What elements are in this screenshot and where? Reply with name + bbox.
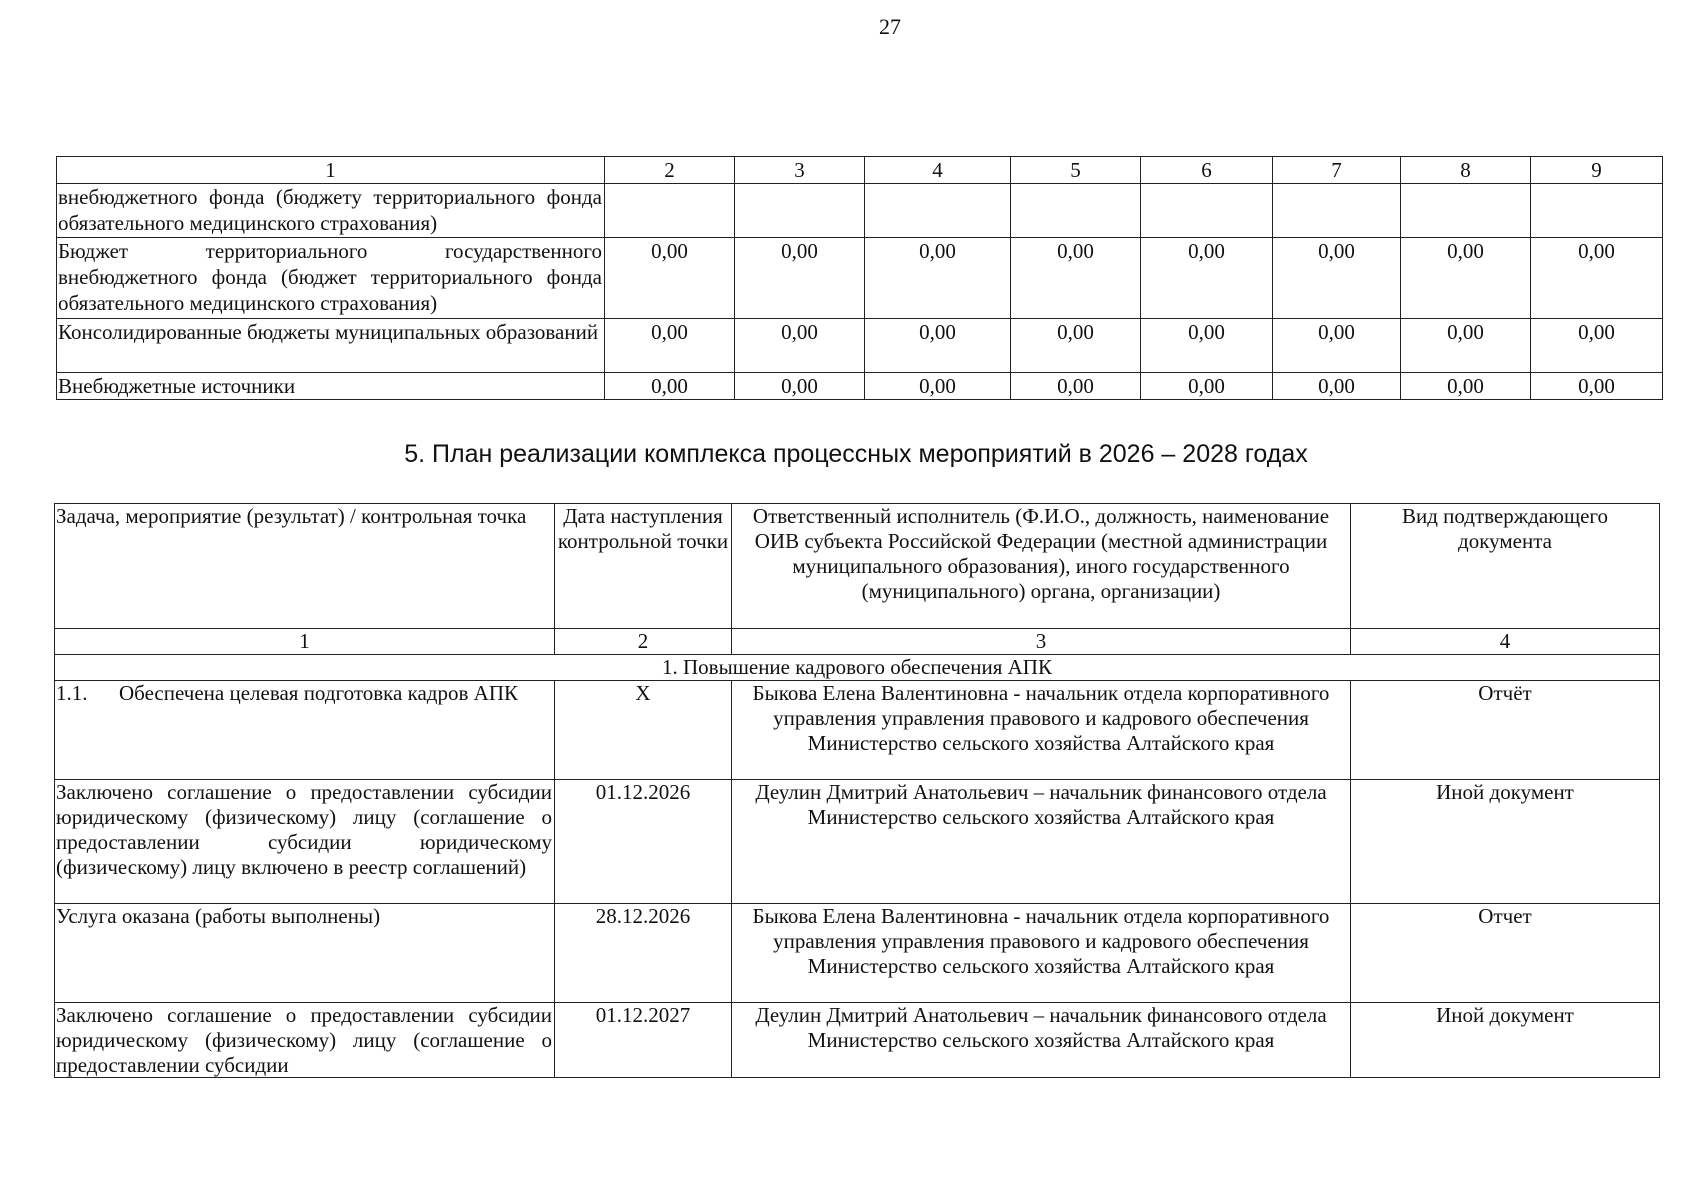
column-number: 9: [1531, 157, 1663, 184]
cell-value: 0,00: [1531, 373, 1663, 400]
task-text: Заключено соглашение о предоставлении субсидии юридическому (физическому) лицу (соглашение о предоставлении субсидии: [56, 1003, 552, 1077]
cell-value: 0,00: [1273, 373, 1401, 400]
cell-value: 0,00: [735, 373, 865, 400]
column-number: 6: [1141, 157, 1273, 184]
responsible-cell: Быкова Елена Валентиновна - начальник отдела корпоративного управления управления правового и кадрового обеспечения Министерство сельского хозяйства Алтайского края: [732, 681, 1351, 780]
table-row: [55, 780, 1660, 904]
column-number: 1: [57, 157, 605, 184]
column-header-date: Дата наступления контрольной точки: [555, 504, 732, 629]
page-number: 27: [879, 14, 901, 39]
task-cell: Услуга оказана (работы выполнены): [55, 904, 555, 1003]
activities-plan-table: [54, 503, 1660, 1078]
cell-value: 0,00: [1273, 238, 1401, 319]
cell-value: 0,00: [865, 373, 1011, 400]
task-cell: [55, 1003, 555, 1078]
cell-value: 0,00: [1011, 319, 1141, 373]
table-row: [57, 184, 1663, 238]
cell-value: 0,00: [605, 373, 735, 400]
cell-value: [1011, 184, 1141, 238]
date-cell: 01.12.2027: [555, 1003, 732, 1078]
cell-value: 0,00: [1273, 319, 1401, 373]
column-number: 3: [735, 157, 865, 184]
date-cell: 28.12.2026: [555, 904, 732, 1003]
cell-value: [605, 184, 735, 238]
cell-value: 0,00: [865, 319, 1011, 373]
column-numbers-row: [55, 629, 1660, 655]
responsible-cell: Быкова Елена Валентиновна - начальник отдела корпоративного управления управления правового и кадрового обеспечения Министерство сельского хозяйства Алтайского края: [732, 904, 1351, 1003]
table-row: [55, 681, 1660, 780]
table-header-row: [57, 157, 1663, 184]
cell-value: 0,00: [1141, 319, 1273, 373]
group-title: 1. Повышение кадрового обеспечения АПК: [55, 655, 1660, 681]
table-row: [57, 238, 1663, 319]
cell-value: 0,00: [605, 238, 735, 319]
cell-value: 0,00: [605, 319, 735, 373]
table-header-row: [55, 504, 1660, 629]
document-cell: Иной документ: [1351, 1003, 1660, 1078]
document-cell: Иной документ: [1351, 780, 1660, 904]
cell-value: 0,00: [1011, 373, 1141, 400]
column-number: 3: [732, 629, 1351, 655]
table-row: [57, 319, 1663, 373]
cell-value: [1401, 184, 1531, 238]
cell-value: 0,00: [735, 238, 865, 319]
cell-value: 0,00: [1401, 319, 1531, 373]
task-cell: 1.1. Обеспечена целевая подготовка кадров АПК: [55, 681, 555, 780]
cell-value: [735, 184, 865, 238]
column-number: 4: [1351, 629, 1660, 655]
document-cell: Отчёт: [1351, 681, 1660, 780]
document-cell: Отчет: [1351, 904, 1660, 1003]
table-row: [57, 373, 1663, 400]
column-header-responsible: Ответственный исполнитель (Ф.И.О., должность, наименование ОИВ субъекта Российской Федерации (местной администрации муниципального образования), иного государственного (муниципального) органа, организации): [732, 504, 1351, 629]
cell-value: 0,00: [735, 319, 865, 373]
task-cell: Заключено соглашение о предоставлении субсидии юридическому (физическому) лицу (соглашение о предоставлении субсидии юридическому (физическому) лицу включено в реестр соглашений): [55, 780, 555, 904]
cell-value: [1531, 184, 1663, 238]
table-row: [55, 904, 1660, 1003]
cell-value: [865, 184, 1011, 238]
row-label: внебюджетного фонда (бюджету территориального фонда обязательного медицинского страхования): [57, 184, 605, 238]
row-label: Консолидированные бюджеты муниципальных образований: [57, 319, 605, 373]
date-cell: 01.12.2026: [555, 780, 732, 904]
column-header-document: Вид подтверждающего документа: [1351, 504, 1660, 629]
row-label: Внебюджетные источники: [57, 373, 605, 400]
column-number: 8: [1401, 157, 1531, 184]
cell-value: 0,00: [1401, 238, 1531, 319]
table-row: [55, 1003, 1660, 1078]
column-number: 1: [55, 629, 555, 655]
section-title: 5. План реализации комплекса процессных мероприятий в 2026 – 2028 годах: [404, 440, 1308, 468]
cell-value: [1273, 184, 1401, 238]
cell-value: [1141, 184, 1273, 238]
column-number: 7: [1273, 157, 1401, 184]
cell-value: 0,00: [1011, 238, 1141, 319]
cell-value: 0,00: [1531, 238, 1663, 319]
funding-table: [56, 156, 1663, 400]
responsible-cell: Деулин Дмитрий Анатольевич – начальник финансового отдела Министерство сельского хозяйства Алтайского края: [732, 1003, 1351, 1078]
cell-value: 0,00: [1531, 319, 1663, 373]
column-number: 2: [555, 629, 732, 655]
column-number: 2: [605, 157, 735, 184]
cell-value: 0,00: [1141, 238, 1273, 319]
cell-value: 0,00: [1401, 373, 1531, 400]
column-number: 4: [865, 157, 1011, 184]
row-label: Бюджет территориального государственного внебюджетного фонда (бюджет территориального фонда обязательного медицинского страхования): [57, 238, 605, 319]
cell-value: 0,00: [865, 238, 1011, 319]
responsible-cell: Деулин Дмитрий Анатольевич – начальник финансового отдела Министерство сельского хозяйства Алтайского края: [732, 780, 1351, 904]
column-header-task: Задача, мероприятие (результат) / контрольная точка: [55, 504, 555, 629]
group-row: [55, 655, 1660, 681]
date-cell: X: [555, 681, 732, 780]
cell-value: 0,00: [1141, 373, 1273, 400]
column-number: 5: [1011, 157, 1141, 184]
